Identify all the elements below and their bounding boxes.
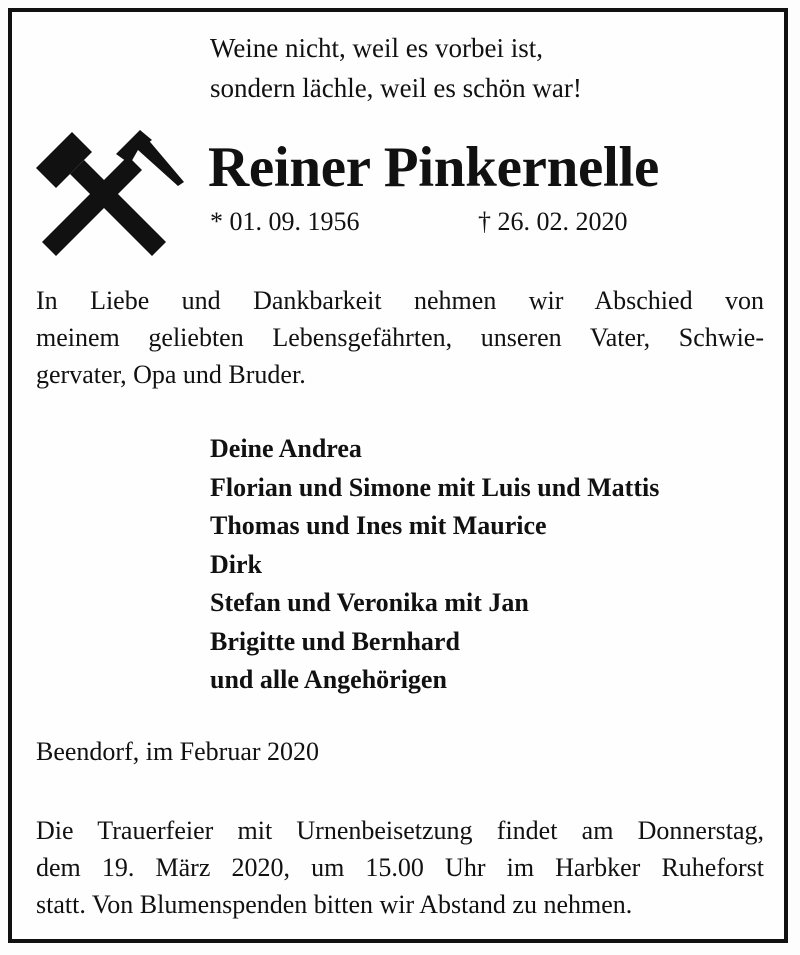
place-and-date: Beendorf, im Februar 2020 (36, 737, 320, 766)
ceremony-line-1: Die Trauerfeier mit Urnenbeisetzung findet am Donnerstag, (36, 816, 764, 845)
farewell-line-1: In Liebe und Dankbarkeit nehmen wir Abschied von (36, 286, 764, 315)
hammer-and-pick-icon (34, 124, 186, 256)
family-member: Thomas und Ines mit Maurice (210, 511, 547, 540)
farewell-text (36, 282, 764, 393)
family-member: Brigitte und Bernhard (210, 626, 460, 656)
ceremony-text (36, 812, 764, 923)
ceremony-line-3: statt. Von Blumenspenden bitten wir Abstand zu nehmen. (36, 890, 633, 919)
quote-line-1: Weine nicht, weil es vorbei ist, (210, 33, 543, 63)
farewell-line-2: meinem geliebten Lebensgefährten, unseren Vater, Schwie- (36, 323, 764, 352)
ceremony-line-2: dem 19. März 2020, um 15.00 Uhr im Harbker Ruheforst (36, 853, 764, 882)
family-member: Stefan und Veronika mit Jan (210, 588, 529, 617)
family-member: Dirk (210, 549, 262, 579)
family-member: und alle Angehörigen (210, 665, 447, 694)
memorial-quote (210, 28, 582, 108)
farewell-line-3: gervater, Opa und Bruder. (36, 360, 306, 389)
family-member: Deine Andrea (210, 434, 362, 463)
quote-line-2: sondern lächle, weil es schön war! (210, 73, 582, 103)
life-dates (210, 204, 628, 240)
family-members (210, 430, 659, 700)
family-member: Florian und Simone mit Luis und Mattis (210, 472, 660, 502)
deceased-name: Reiner Pinkernelle (208, 136, 660, 199)
death-date: † 26. 02. 2020 (478, 207, 628, 236)
birth-date: * 01. 09. 1956 (210, 207, 360, 236)
